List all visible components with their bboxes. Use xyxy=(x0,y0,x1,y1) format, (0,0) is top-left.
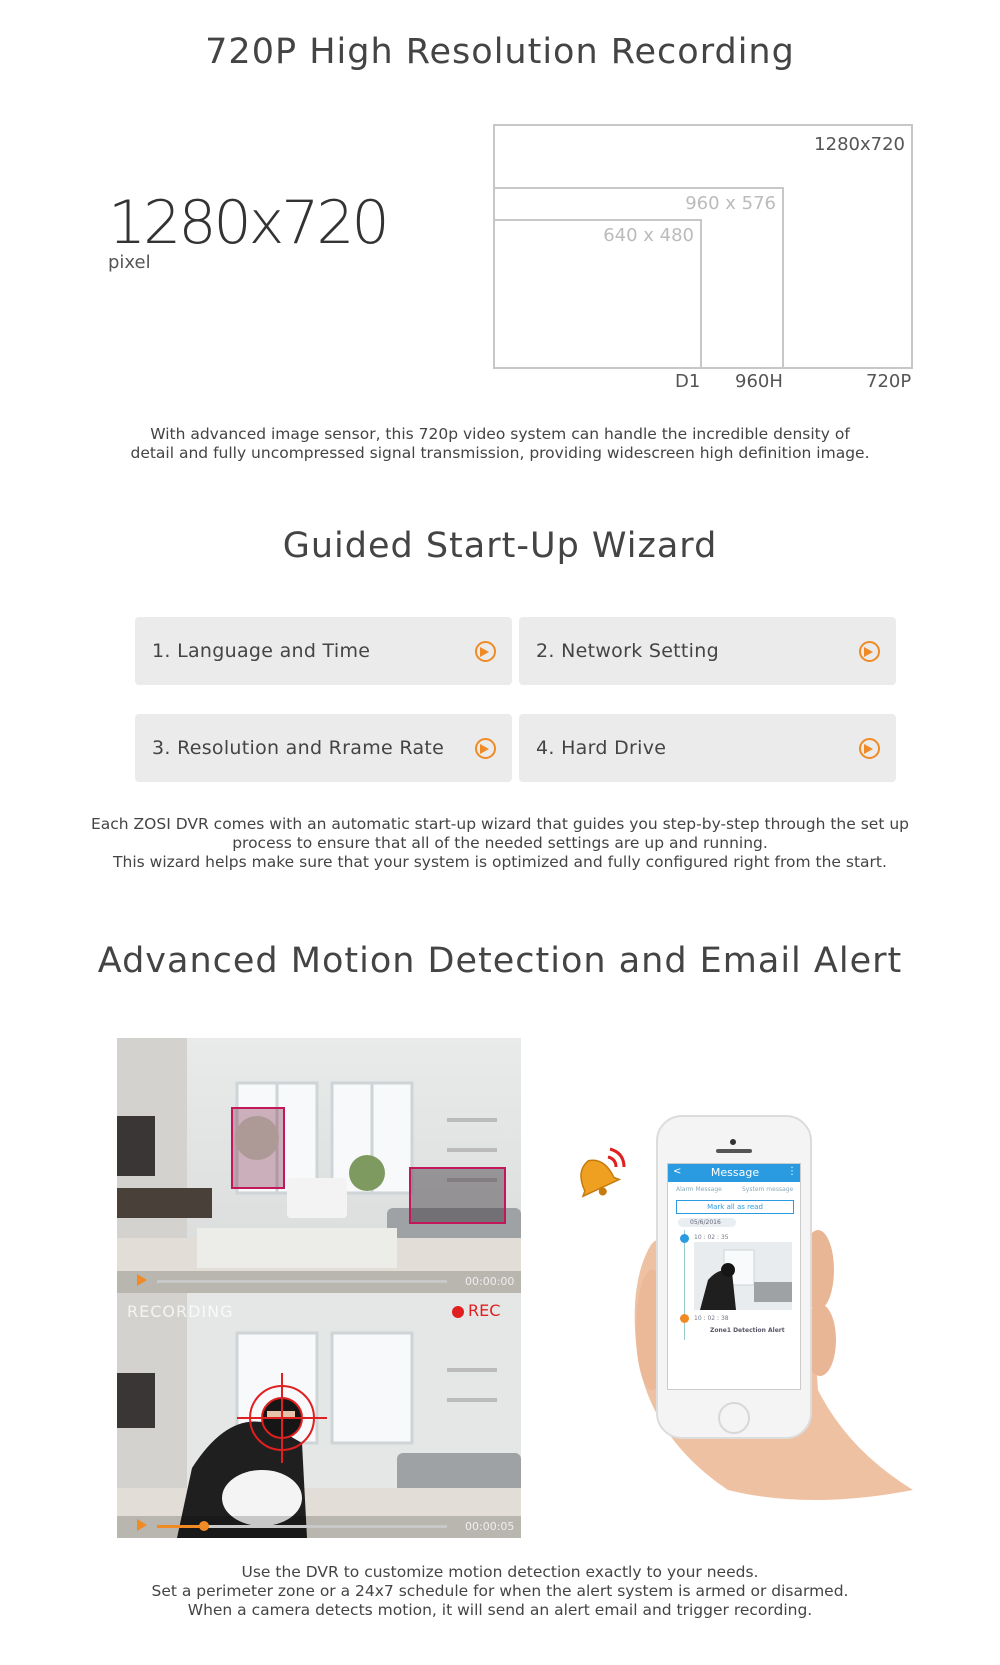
tab-system-message[interactable]: System message xyxy=(742,1186,794,1193)
play-icon[interactable] xyxy=(137,1274,147,1286)
section-title-resolution: 720P High Resolution Recording xyxy=(205,32,795,72)
box-1280x720-label: 1280x720 xyxy=(814,134,905,155)
smartphone xyxy=(656,1115,812,1439)
motion-description-line1: Use the DVR to customize motion detection exactly to your needs. xyxy=(241,1563,759,1581)
home-button[interactable] xyxy=(718,1402,750,1434)
more-menu-icon[interactable]: ⋮ xyxy=(787,1166,797,1177)
arrow-right-circle-icon xyxy=(475,738,496,759)
play-icon[interactable] xyxy=(137,1519,147,1531)
big-resolution-value: 1280x720 xyxy=(108,188,387,258)
wizard-description-line1: Each ZOSI DVR comes with an automatic start-up wizard that guides you step-by-step through the set up xyxy=(90,815,909,833)
wizard-description-line3: This wizard helps make sure that your system is optimized and fully configured right from the start. xyxy=(113,853,887,871)
axis-label-d1: D1 xyxy=(675,371,701,392)
section-title-wizard: Guided Start-Up Wizard xyxy=(282,526,718,566)
wizard-step-network[interactable] xyxy=(519,617,896,685)
recording-label: RECORDING xyxy=(127,1302,234,1321)
box-640x480 xyxy=(493,219,702,369)
resolution-description-line2: detail and fully uncompressed signal transmission, providing widescreen high definition image. xyxy=(130,444,870,462)
phone-screen xyxy=(667,1163,801,1390)
timeline-line xyxy=(684,1230,685,1340)
motion-description xyxy=(0,1563,1000,1620)
resolution-description-line1: With advanced image sensor, this 720p video system can handle the incredible density of xyxy=(150,425,850,443)
alert-snapshot-image[interactable] xyxy=(694,1242,792,1310)
wizard-step-language-time[interactable] xyxy=(135,617,512,685)
playback-time: 00:00:00 xyxy=(465,1275,515,1288)
message-date: 05/6/2016 xyxy=(690,1219,721,1226)
playback-progress xyxy=(157,1525,203,1528)
section-title-motion: Advanced Motion Detection and Email Alert xyxy=(97,941,903,981)
wizard-step-label: 2. Network Setting xyxy=(536,640,719,662)
camera-view-living-room xyxy=(117,1038,521,1293)
message-time-1: 10 : 02 : 35 xyxy=(694,1234,729,1241)
living-room-scene-image xyxy=(117,1038,521,1293)
camera-icon xyxy=(730,1139,736,1145)
rec-dot-icon xyxy=(452,1306,464,1318)
playback-timeline[interactable] xyxy=(157,1280,447,1283)
arrow-right-circle-icon xyxy=(475,641,496,662)
mark-all-read-button[interactable]: Mark all as read xyxy=(676,1200,794,1214)
wizard-description xyxy=(0,815,1000,872)
arrow-right-circle-icon xyxy=(859,641,880,662)
resolution-description xyxy=(0,425,1000,463)
app-header xyxy=(668,1164,801,1182)
rec-label: REC xyxy=(468,1301,501,1320)
camera-view-intruder xyxy=(117,1293,521,1538)
app-title: Message xyxy=(710,1166,760,1179)
wizard-step-label: 4. Hard Drive xyxy=(536,737,667,759)
pixel-label: pixel xyxy=(108,252,151,273)
wizard-step-label: 3. Resolution and Rrame Rate xyxy=(152,737,445,759)
motion-description-line3: When a camera detects motion, it will send an alert email and trigger recording. xyxy=(187,1601,813,1619)
timeline-dot-orange xyxy=(680,1314,689,1323)
wizard-step-resolution[interactable] xyxy=(135,714,512,782)
intruder-scene-image xyxy=(117,1293,521,1538)
axis-label-720p: 720P xyxy=(866,371,912,392)
timeline-dot-blue xyxy=(680,1234,689,1243)
tab-alarm-message[interactable]: Alarm Message xyxy=(676,1186,722,1193)
wizard-step-hard-drive[interactable] xyxy=(519,714,896,782)
arrow-right-circle-icon xyxy=(859,738,880,759)
motion-description-line2: Set a perimeter zone or a 24x7 schedule for when the alert system is armed or disarmed. xyxy=(151,1582,849,1600)
speaker-icon xyxy=(716,1149,752,1153)
axis-label-960h: 960H xyxy=(735,371,783,392)
box-960x576-label: 960 x 576 xyxy=(685,193,776,214)
playback-scrubber[interactable] xyxy=(199,1521,209,1531)
back-arrow-icon[interactable]: < xyxy=(673,1166,682,1177)
wizard-step-label: 1. Language and Time xyxy=(152,640,371,662)
alert-title[interactable]: Zone1 Detection Alert xyxy=(710,1327,785,1334)
playback-time: 00:00:05 xyxy=(465,1520,515,1533)
wizard-description-line2: process to ensure that all of the needed settings are up and running. xyxy=(232,834,768,852)
box-640x480-label: 640 x 480 xyxy=(603,225,694,246)
message-time-2: 10 : 02 : 38 xyxy=(694,1315,729,1322)
